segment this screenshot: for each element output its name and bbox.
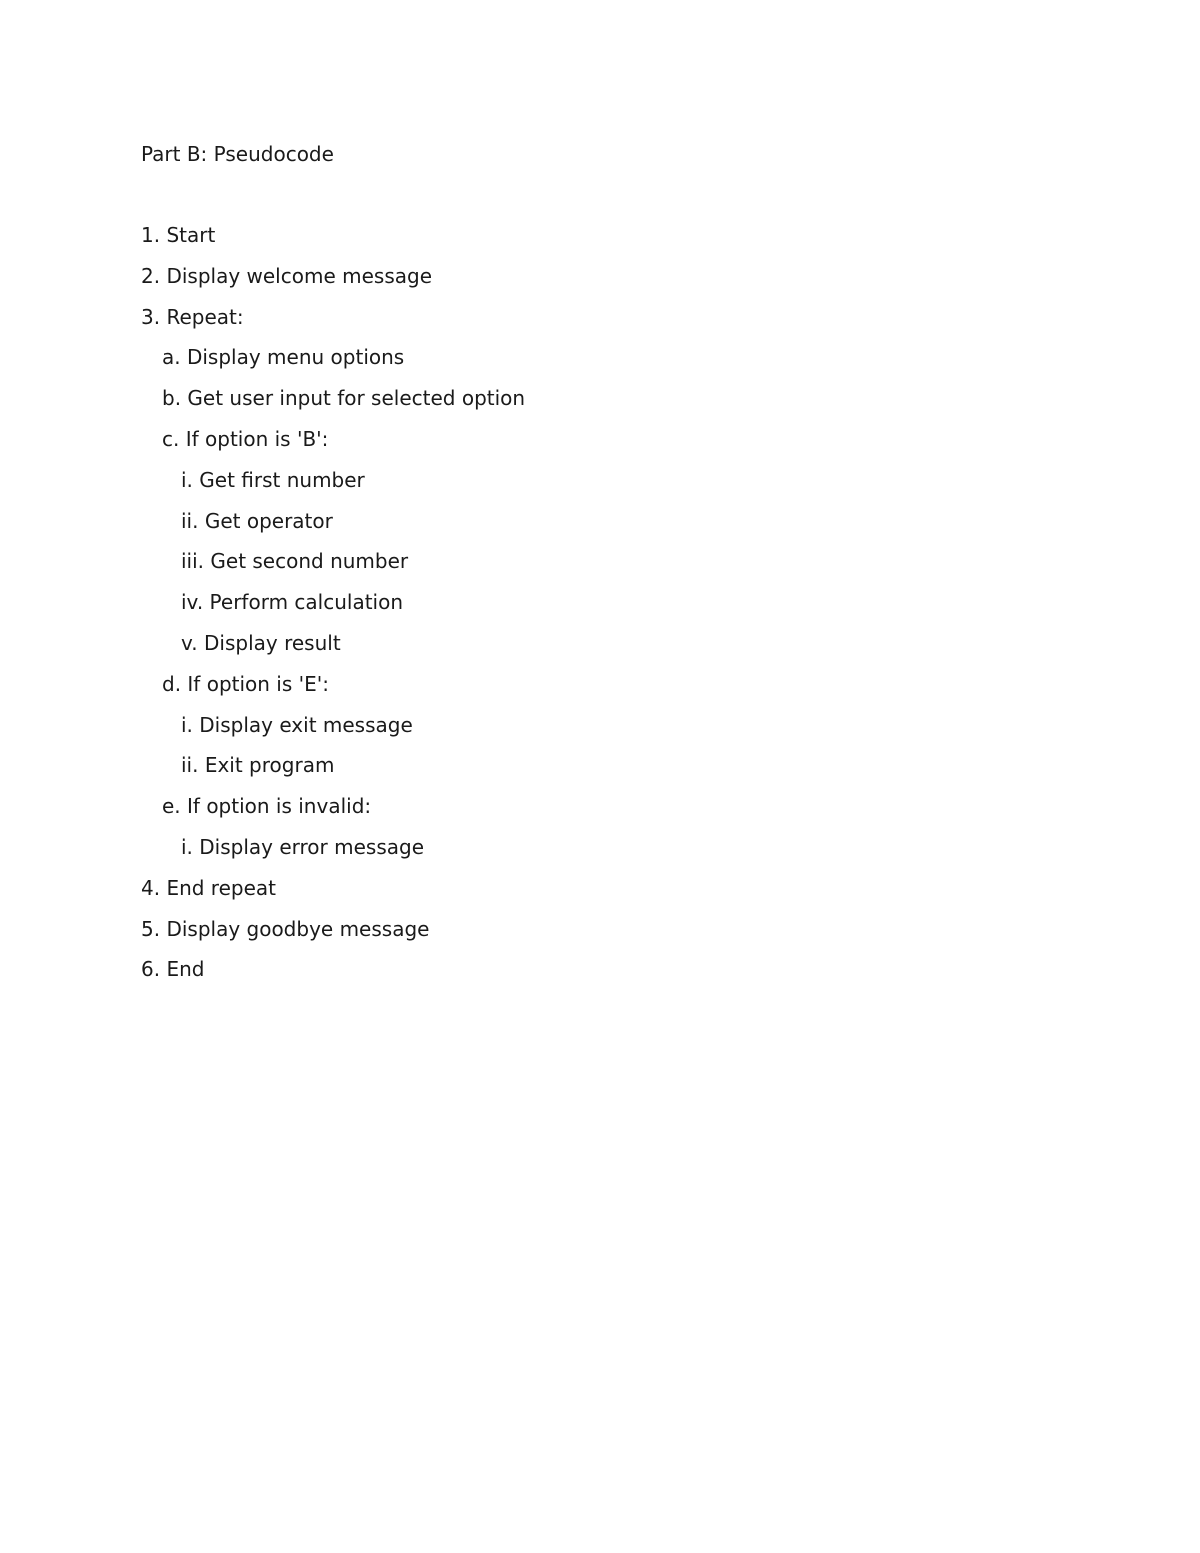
- step-line: 3. Repeat:: [141, 304, 244, 329]
- step-line: b. Get user input for selected option: [162, 386, 526, 411]
- step-line: a. Display menu options: [162, 345, 405, 370]
- step-line: i. Display error message: [181, 834, 425, 859]
- step-line: iii. Get second number: [181, 549, 409, 574]
- step-line: i. Get first number: [181, 467, 365, 492]
- step-line: v. Display result: [181, 630, 341, 655]
- step-line: e. If option is invalid:: [162, 794, 372, 819]
- pseudocode-steps: [141, 221, 525, 996]
- step-line: ii. Exit program: [181, 753, 335, 778]
- step-line: d. If option is 'E':: [162, 671, 330, 696]
- step-line: iv. Perform calculation: [181, 590, 404, 615]
- step-line: 5. Display goodbye message: [141, 916, 430, 941]
- step-line: 2. Display welcome message: [141, 263, 432, 288]
- document-title: Part B: Pseudocode: [141, 142, 334, 166]
- step-line: i. Display exit message: [181, 712, 413, 737]
- step-line: 1. Start: [141, 223, 216, 247]
- step-line: ii. Get operator: [181, 508, 333, 533]
- step-line: 4. End repeat: [141, 875, 276, 900]
- step-line: 6. End: [141, 957, 205, 982]
- step-line: c. If option is 'B':: [162, 426, 329, 451]
